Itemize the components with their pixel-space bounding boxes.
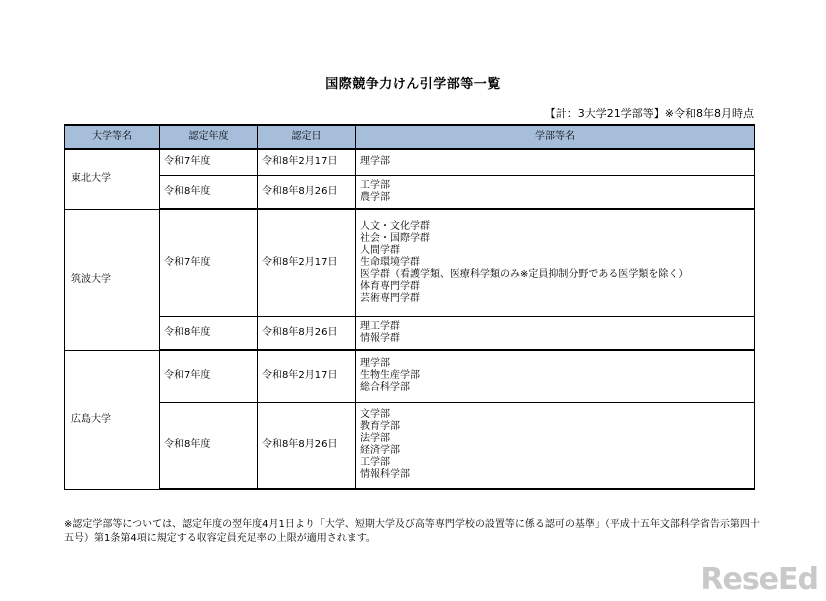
year-cell: 令和8年度 <box>160 316 258 350</box>
faculty-item: 理学部 <box>360 358 390 370</box>
faculty-cell <box>356 209 755 316</box>
date-cell: 令和8年2月17日 <box>258 209 356 316</box>
faculty-item: 情報科学部 <box>360 469 410 481</box>
faculty-cell <box>356 350 755 402</box>
university-cell: 筑波大学 <box>65 209 160 350</box>
date-cell: 令和8年8月26日 <box>258 316 356 350</box>
table-row <box>65 209 755 316</box>
year-cell: 令和7年度 <box>160 350 258 402</box>
faculty-cell <box>356 149 755 175</box>
faculty-item: 理工学群 <box>360 320 400 332</box>
table-header-row <box>65 125 755 149</box>
header-university: 大学等名 <box>65 125 160 149</box>
faculty-item: 社会・国際学群 <box>360 232 430 244</box>
date-cell: 令和8年2月17日 <box>258 350 356 402</box>
table-row <box>65 175 755 209</box>
faculty-cell <box>356 316 755 350</box>
faculty-item: 生命環境学群 <box>360 256 420 268</box>
table-row <box>65 316 755 350</box>
table-row <box>65 402 755 489</box>
date-cell: 令和8年2月17日 <box>258 149 356 175</box>
table-row <box>65 149 755 175</box>
header-year: 認定年度 <box>160 125 258 149</box>
university-cell: 広島大学 <box>65 350 160 489</box>
footnote: ※認定学部等については、認定年度の翌年度4月1日より「大学、短期大学及び高等専門学校の設置等に係る認可の基準」（平成十五年文部科学省告示第四十五号）第1条第4項に規定する収容定員充足率の上限が適用されます。 <box>64 519 760 544</box>
year-cell: 令和7年度 <box>160 149 258 175</box>
faculty-item: 経済学部 <box>360 445 400 457</box>
faculty-item: 生物生産学部 <box>360 370 420 382</box>
table-row <box>65 350 755 402</box>
faculty-item: 体育専門学群 <box>360 280 420 292</box>
faculty-item: 法学部 <box>360 433 390 445</box>
faculty-cell <box>356 402 755 489</box>
page-title: 国際競争力けん引学部等一覧 <box>325 77 501 92</box>
date-cell: 令和8年8月26日 <box>258 402 356 489</box>
table-body <box>65 149 755 489</box>
faculty-item: 人文・文化学群 <box>360 220 430 232</box>
summary-note: 【計：3大学21学部等】※令和8年8月時点 <box>544 107 754 120</box>
faculty-item: 医学群（看護学類、医療科学類のみ※定員抑制分野である医学類を除く） <box>360 268 689 280</box>
year-cell: 令和8年度 <box>160 402 258 489</box>
date-cell: 令和8年8月26日 <box>258 175 356 209</box>
faculty-item: 理学部 <box>360 156 390 168</box>
faculty-item: 総合科学部 <box>360 382 410 394</box>
year-cell: 令和7年度 <box>160 209 258 316</box>
faculty-item: 芸術専門学群 <box>360 292 420 304</box>
faculty-item: 文学部 <box>360 409 390 421</box>
header-faculty: 学部等名 <box>356 125 755 149</box>
university-cell: 東北大学 <box>65 149 160 209</box>
faculty-item: 工学部 <box>360 179 390 191</box>
brand-logo: ReseEd <box>700 562 818 597</box>
faculty-item: 教育学部 <box>360 421 400 433</box>
faculty-item: 情報学群 <box>360 332 400 344</box>
faculty-item: 人間学群 <box>360 244 400 256</box>
faculty-cell <box>356 175 755 209</box>
header-date: 認定日 <box>258 125 356 149</box>
faculty-table <box>64 124 755 490</box>
faculty-item: 工学部 <box>360 457 390 469</box>
faculty-item: 農学部 <box>360 191 390 203</box>
year-cell: 令和8年度 <box>160 175 258 209</box>
